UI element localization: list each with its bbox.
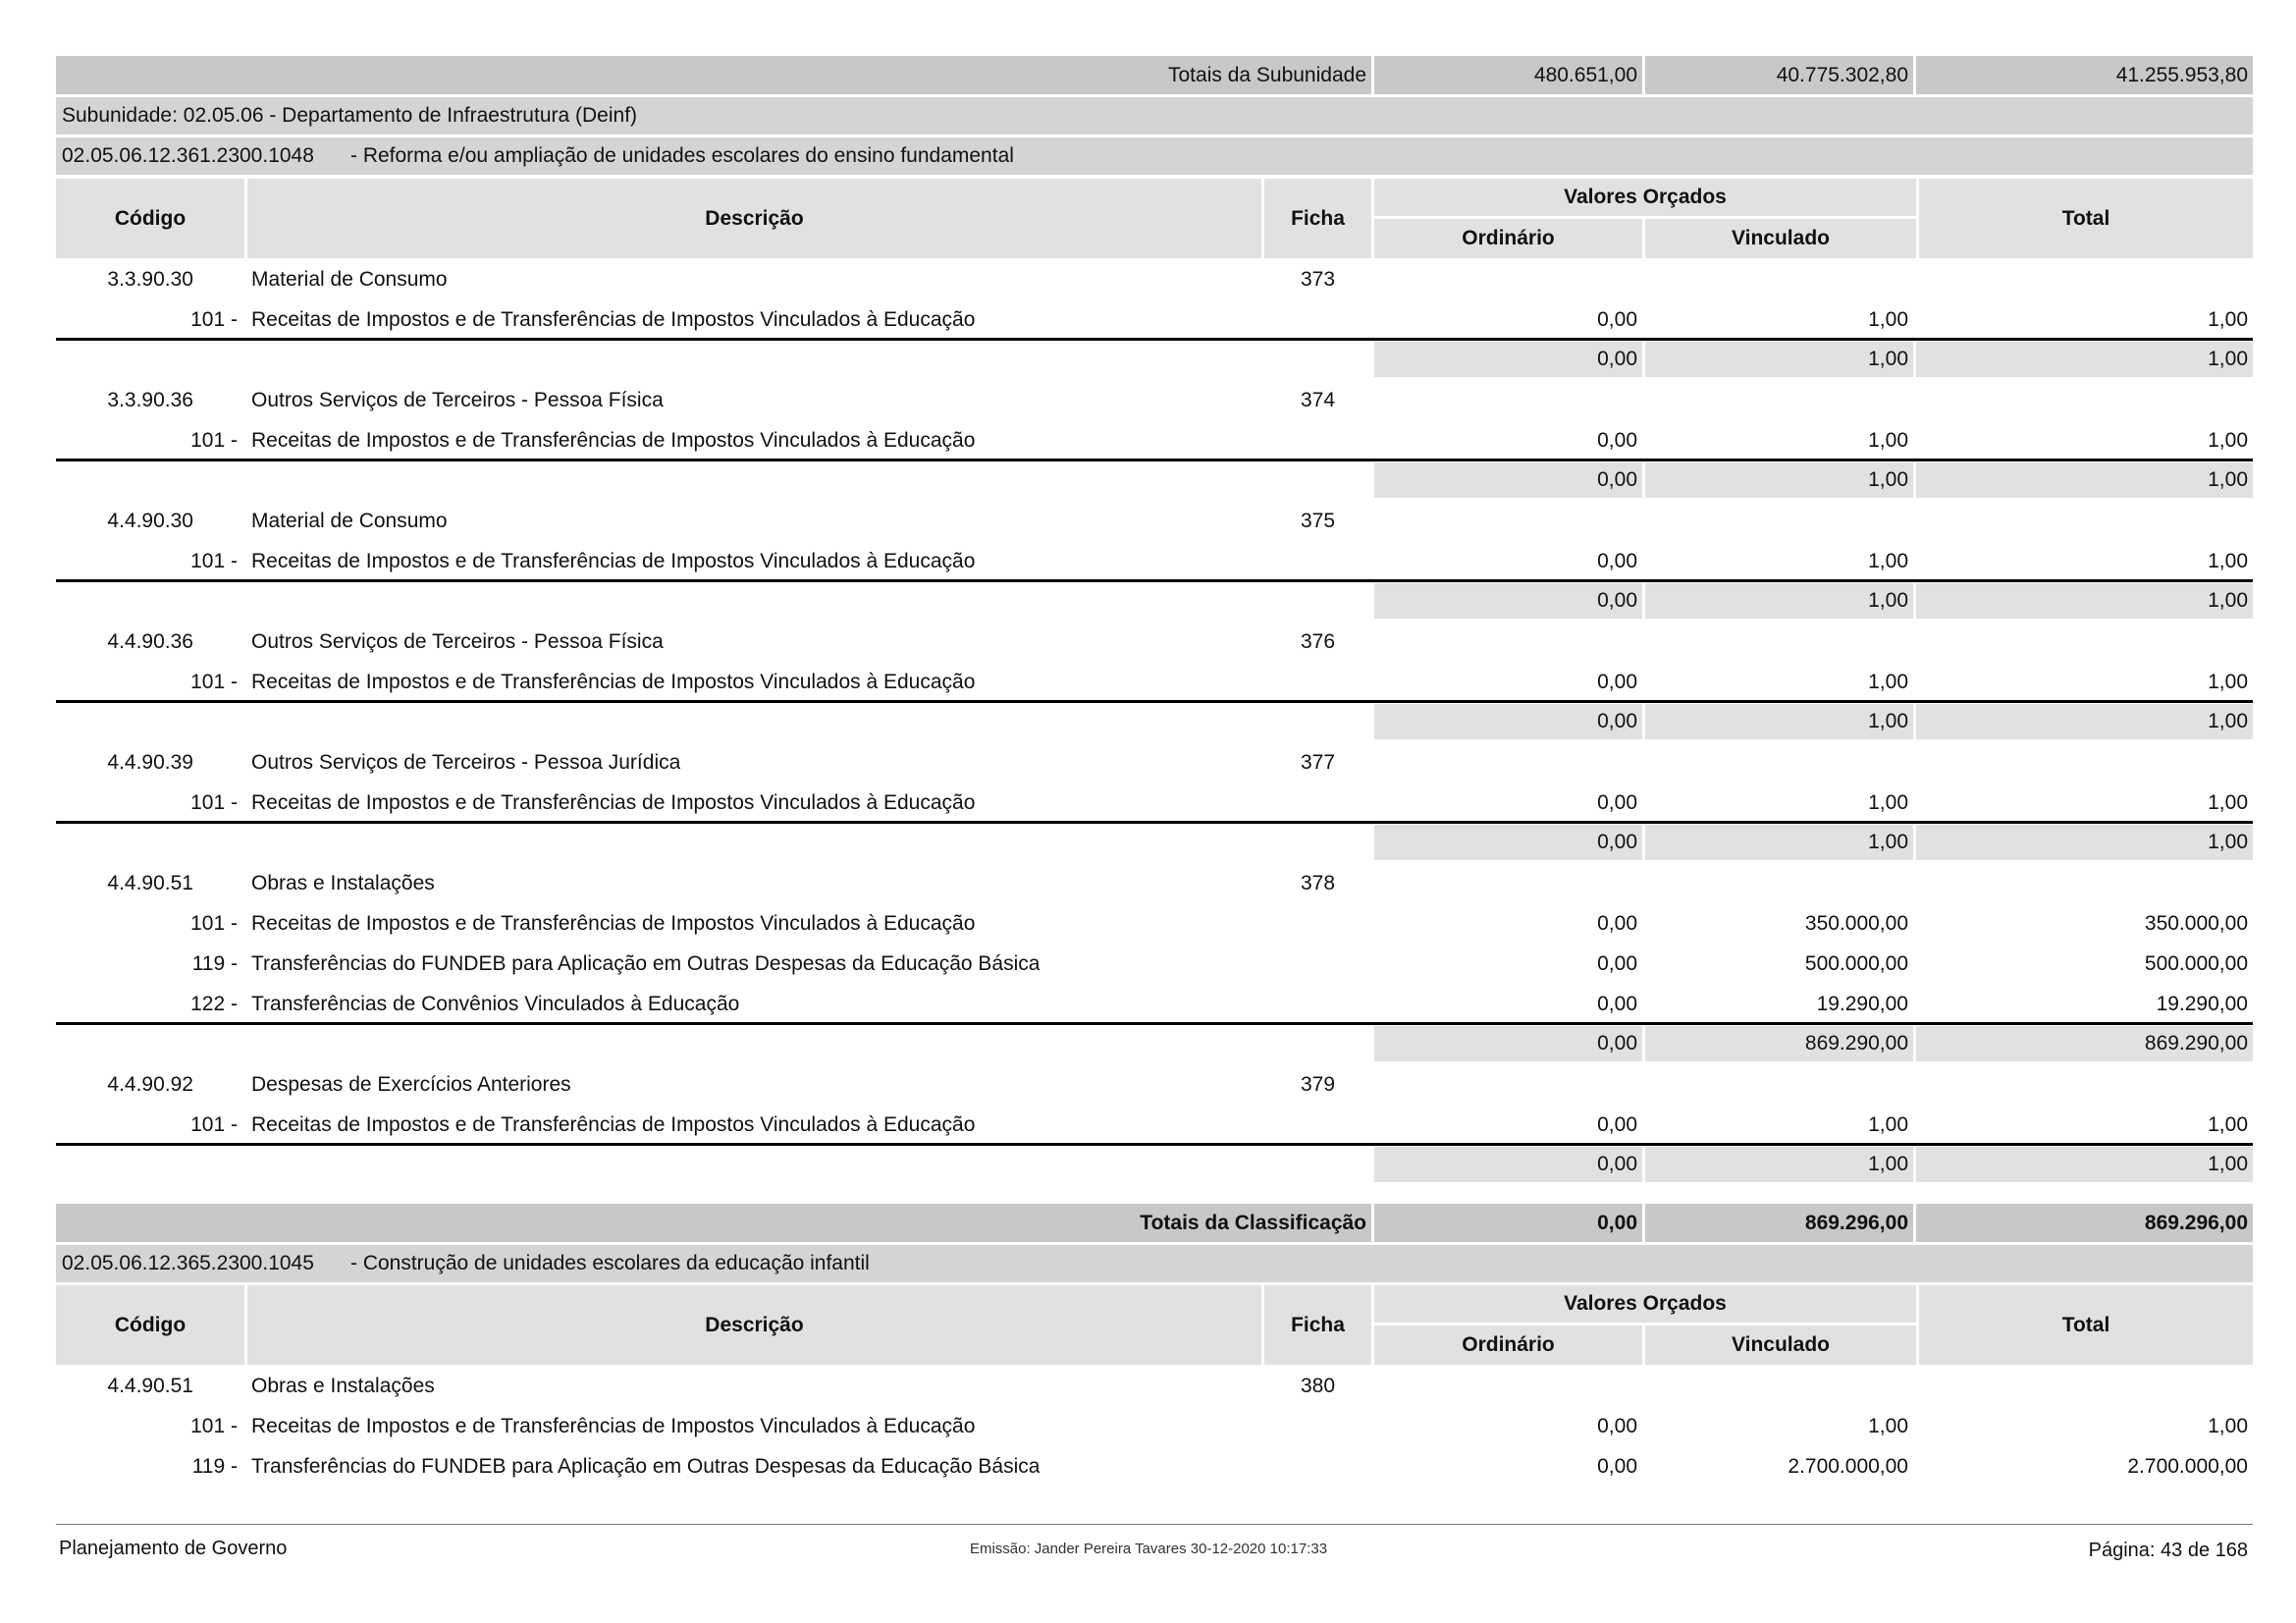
- source-total: 350.000,00: [2144, 911, 2248, 935]
- subtotal-vinculado: 869.290,00: [1645, 1026, 1913, 1061]
- header-vinculado: Vinculado: [1645, 219, 1916, 258]
- expense-ficha: 374: [1300, 388, 1336, 411]
- subtotal-rule: [56, 1022, 2253, 1025]
- source-description: Receitas de Impostos e de Transferências de Impostos Vinculados à Educação: [251, 307, 976, 331]
- classification-totals-ordinario: 0,00: [1374, 1204, 1642, 1242]
- source-vinculado: 1,00: [1868, 1414, 1908, 1437]
- subtotal-ordinario: 0,00: [1374, 1026, 1642, 1061]
- subtotal-rule: [56, 338, 2253, 341]
- source-ordinario: 0,00: [1597, 670, 1637, 693]
- source-description: Receitas de Impostos e de Transferências de Impostos Vinculados à Educação: [251, 1414, 976, 1437]
- source-total: 1,00: [2208, 307, 2248, 331]
- source-ordinario: 0,00: [1597, 992, 1637, 1015]
- source-total: 1,00: [2208, 549, 2248, 572]
- subtotal-rule: [56, 700, 2253, 703]
- expense-ficha: 373: [1300, 267, 1336, 291]
- header-total: Total: [1919, 1285, 2253, 1365]
- subtotal-total: 1,00: [1916, 825, 2253, 860]
- expense-ficha: 377: [1300, 750, 1336, 774]
- source-total: 500.000,00: [2144, 951, 2248, 975]
- expense-ficha: 376: [1300, 629, 1336, 653]
- footer-right: Página: 43 de 168: [2088, 1539, 2248, 1561]
- header-total: Total: [1919, 179, 2253, 258]
- expense-description: Obras e Instalações: [251, 1374, 435, 1397]
- source-code: 101 -: [190, 670, 238, 693]
- header-ordinario: Ordinário: [1374, 219, 1642, 258]
- subunit-totals-vinculado: 40.775.302,80: [1645, 56, 1913, 94]
- subtotal-rule: [56, 821, 2253, 824]
- subtotal-total: 1,00: [1916, 1147, 2253, 1182]
- expense-description: Outros Serviços de Terceiros - Pessoa Física: [251, 388, 664, 411]
- subtotal-vinculado: 1,00: [1645, 704, 1913, 739]
- expense-description: Material de Consumo: [251, 509, 448, 532]
- footer-divider: [56, 1524, 2253, 1525]
- subtotal-total: 1,00: [1916, 342, 2253, 377]
- source-vinculado: 2.700.000,00: [1788, 1454, 1908, 1478]
- source-ordinario: 0,00: [1597, 1414, 1637, 1437]
- header-ficha: Ficha: [1264, 1285, 1371, 1365]
- subunit-totals-ordinario: 480.651,00: [1374, 56, 1642, 94]
- subtotal-ordinario: 0,00: [1374, 1147, 1642, 1182]
- footer-center: Emissão: Jander Pereira Tavares 30-12-2020 10:17:33: [969, 1540, 1328, 1557]
- source-total: 1,00: [2208, 790, 2248, 814]
- header-codigo: Código: [56, 179, 244, 258]
- subtotal-total: 869.290,00: [1916, 1026, 2253, 1061]
- subtotal-vinculado: 1,00: [1645, 462, 1913, 498]
- expense-code: 3.3.90.36: [107, 388, 193, 411]
- subtotal-vinculado: 1,00: [1645, 342, 1913, 377]
- source-code: 101 -: [190, 428, 238, 452]
- source-code: 119 -: [191, 1454, 238, 1478]
- source-vinculado: 1,00: [1868, 307, 1908, 331]
- source-description: Receitas de Impostos e de Transferências de Impostos Vinculados à Educação: [251, 670, 976, 693]
- subunit-heading: Subunidade: 02.05.06 - Departamento de Infraestrutura (Deinf): [56, 97, 2253, 135]
- subtotal-ordinario: 0,00: [1374, 583, 1642, 619]
- source-description: Receitas de Impostos e de Transferências de Impostos Vinculados à Educação: [251, 1112, 976, 1136]
- classification-title: - Reforma e/ou ampliação de unidades escolares do ensino fundamental: [350, 144, 1014, 167]
- subtotal-ordinario: 0,00: [1374, 825, 1642, 860]
- source-vinculado: 1,00: [1868, 1112, 1908, 1136]
- expense-description: Outros Serviços de Terceiros - Pessoa Jurídica: [251, 750, 681, 774]
- source-code: 101 -: [190, 911, 238, 935]
- source-code: 119 -: [191, 951, 238, 975]
- source-description: Receitas de Impostos e de Transferências de Impostos Vinculados à Educação: [251, 911, 976, 935]
- subtotal-ordinario: 0,00: [1374, 342, 1642, 377]
- source-total: 1,00: [2208, 428, 2248, 452]
- header-ordinario: Ordinário: [1374, 1325, 1642, 1365]
- subtotal-total: 1,00: [1916, 704, 2253, 739]
- classification-code: 02.05.06.12.361.2300.1048: [62, 144, 314, 167]
- source-ordinario: 0,00: [1597, 307, 1637, 331]
- source-vinculado: 1,00: [1868, 428, 1908, 452]
- classification-title: - Construção de unidades escolares da educação infantil: [350, 1252, 870, 1274]
- source-total: 1,00: [2208, 1112, 2248, 1136]
- expense-code: 4.4.90.36: [107, 629, 193, 653]
- source-code: 122 -: [190, 992, 238, 1015]
- header-ficha: Ficha: [1264, 179, 1371, 258]
- source-vinculado: 350.000,00: [1804, 911, 1908, 935]
- source-description: Receitas de Impostos e de Transferências de Impostos Vinculados à Educação: [251, 428, 976, 452]
- expense-code: 4.4.90.51: [107, 1374, 193, 1397]
- classification-totals-label: Totais da Classificação: [56, 1204, 1371, 1242]
- expense-code: 3.3.90.30: [107, 267, 193, 291]
- expense-description: Outros Serviços de Terceiros - Pessoa Física: [251, 629, 664, 653]
- footer-left: Planejamento de Governo: [59, 1537, 288, 1559]
- source-vinculado: 1,00: [1868, 670, 1908, 693]
- source-total: 2.700.000,00: [2127, 1454, 2248, 1478]
- source-ordinario: 0,00: [1597, 1112, 1637, 1136]
- source-vinculado: 500.000,00: [1804, 951, 1908, 975]
- subunit-totals-label: Totais da Subunidade: [56, 56, 1371, 94]
- subtotal-ordinario: 0,00: [1374, 462, 1642, 498]
- expense-ficha: 379: [1300, 1072, 1336, 1096]
- subtotal-rule: [56, 1143, 2253, 1146]
- subtotal-total: 1,00: [1916, 583, 2253, 619]
- source-vinculado: 19.290,00: [1816, 992, 1908, 1015]
- expense-description: Material de Consumo: [251, 267, 448, 291]
- source-description: Transferências do FUNDEB para Aplicação em Outras Despesas da Educação Básica: [251, 1454, 1041, 1478]
- source-description: Receitas de Impostos e de Transferências de Impostos Vinculados à Educação: [251, 549, 976, 572]
- source-ordinario: 0,00: [1597, 1454, 1637, 1478]
- expense-description: Obras e Instalações: [251, 871, 435, 894]
- source-ordinario: 0,00: [1597, 911, 1637, 935]
- expense-ficha: 375: [1300, 509, 1336, 532]
- source-code: 101 -: [190, 790, 238, 814]
- source-total: 1,00: [2208, 1414, 2248, 1437]
- subtotal-vinculado: 1,00: [1645, 583, 1913, 619]
- subtotal-rule: [56, 459, 2253, 461]
- source-total: 19.290,00: [2156, 992, 2248, 1015]
- source-description: Receitas de Impostos e de Transferências de Impostos Vinculados à Educação: [251, 790, 976, 814]
- source-ordinario: 0,00: [1597, 790, 1637, 814]
- source-code: 101 -: [190, 549, 238, 572]
- expense-ficha: 380: [1300, 1374, 1336, 1397]
- source-vinculado: 1,00: [1868, 549, 1908, 572]
- classification-heading-2: [56, 1245, 2253, 1282]
- subtotal-vinculado: 1,00: [1645, 1147, 1913, 1182]
- subunit-totals-total: 41.255.953,80: [1916, 56, 2253, 94]
- header-valores-orcados: Valores Orçados: [1374, 179, 1916, 216]
- header-descricao: Descrição: [247, 179, 1261, 258]
- subtotal-total: 1,00: [1916, 462, 2253, 498]
- expense-code: 4.4.90.51: [107, 871, 193, 894]
- source-total: 1,00: [2208, 670, 2248, 693]
- source-code: 101 -: [190, 1414, 238, 1437]
- expense-code: 4.4.90.39: [107, 750, 193, 774]
- classification-heading-1: [56, 137, 2253, 175]
- source-vinculado: 1,00: [1868, 790, 1908, 814]
- header-descricao: Descrição: [247, 1285, 1261, 1365]
- source-code: 101 -: [190, 1112, 238, 1136]
- subtotal-ordinario: 0,00: [1374, 704, 1642, 739]
- classification-totals-total: 869.296,00: [1916, 1204, 2253, 1242]
- expense-ficha: 378: [1300, 871, 1336, 894]
- expense-code: 4.4.90.30: [107, 509, 193, 532]
- source-ordinario: 0,00: [1597, 428, 1637, 452]
- expense-description: Despesas de Exercícios Anteriores: [251, 1072, 571, 1096]
- source-code: 101 -: [190, 307, 238, 331]
- source-ordinario: 0,00: [1597, 549, 1637, 572]
- header-codigo: Código: [56, 1285, 244, 1365]
- classification-totals-vinculado: 869.296,00: [1645, 1204, 1913, 1242]
- header-valores-orcados: Valores Orçados: [1374, 1285, 1916, 1323]
- subtotal-rule: [56, 579, 2253, 582]
- classification-code: 02.05.06.12.365.2300.1045: [62, 1252, 314, 1274]
- source-description: Transferências de Convênios Vinculados à Educação: [251, 992, 740, 1015]
- header-vinculado: Vinculado: [1645, 1325, 1916, 1365]
- expense-code: 4.4.90.92: [107, 1072, 193, 1096]
- subtotal-vinculado: 1,00: [1645, 825, 1913, 860]
- source-description: Transferências do FUNDEB para Aplicação em Outras Despesas da Educação Básica: [251, 951, 1041, 975]
- source-ordinario: 0,00: [1597, 951, 1637, 975]
